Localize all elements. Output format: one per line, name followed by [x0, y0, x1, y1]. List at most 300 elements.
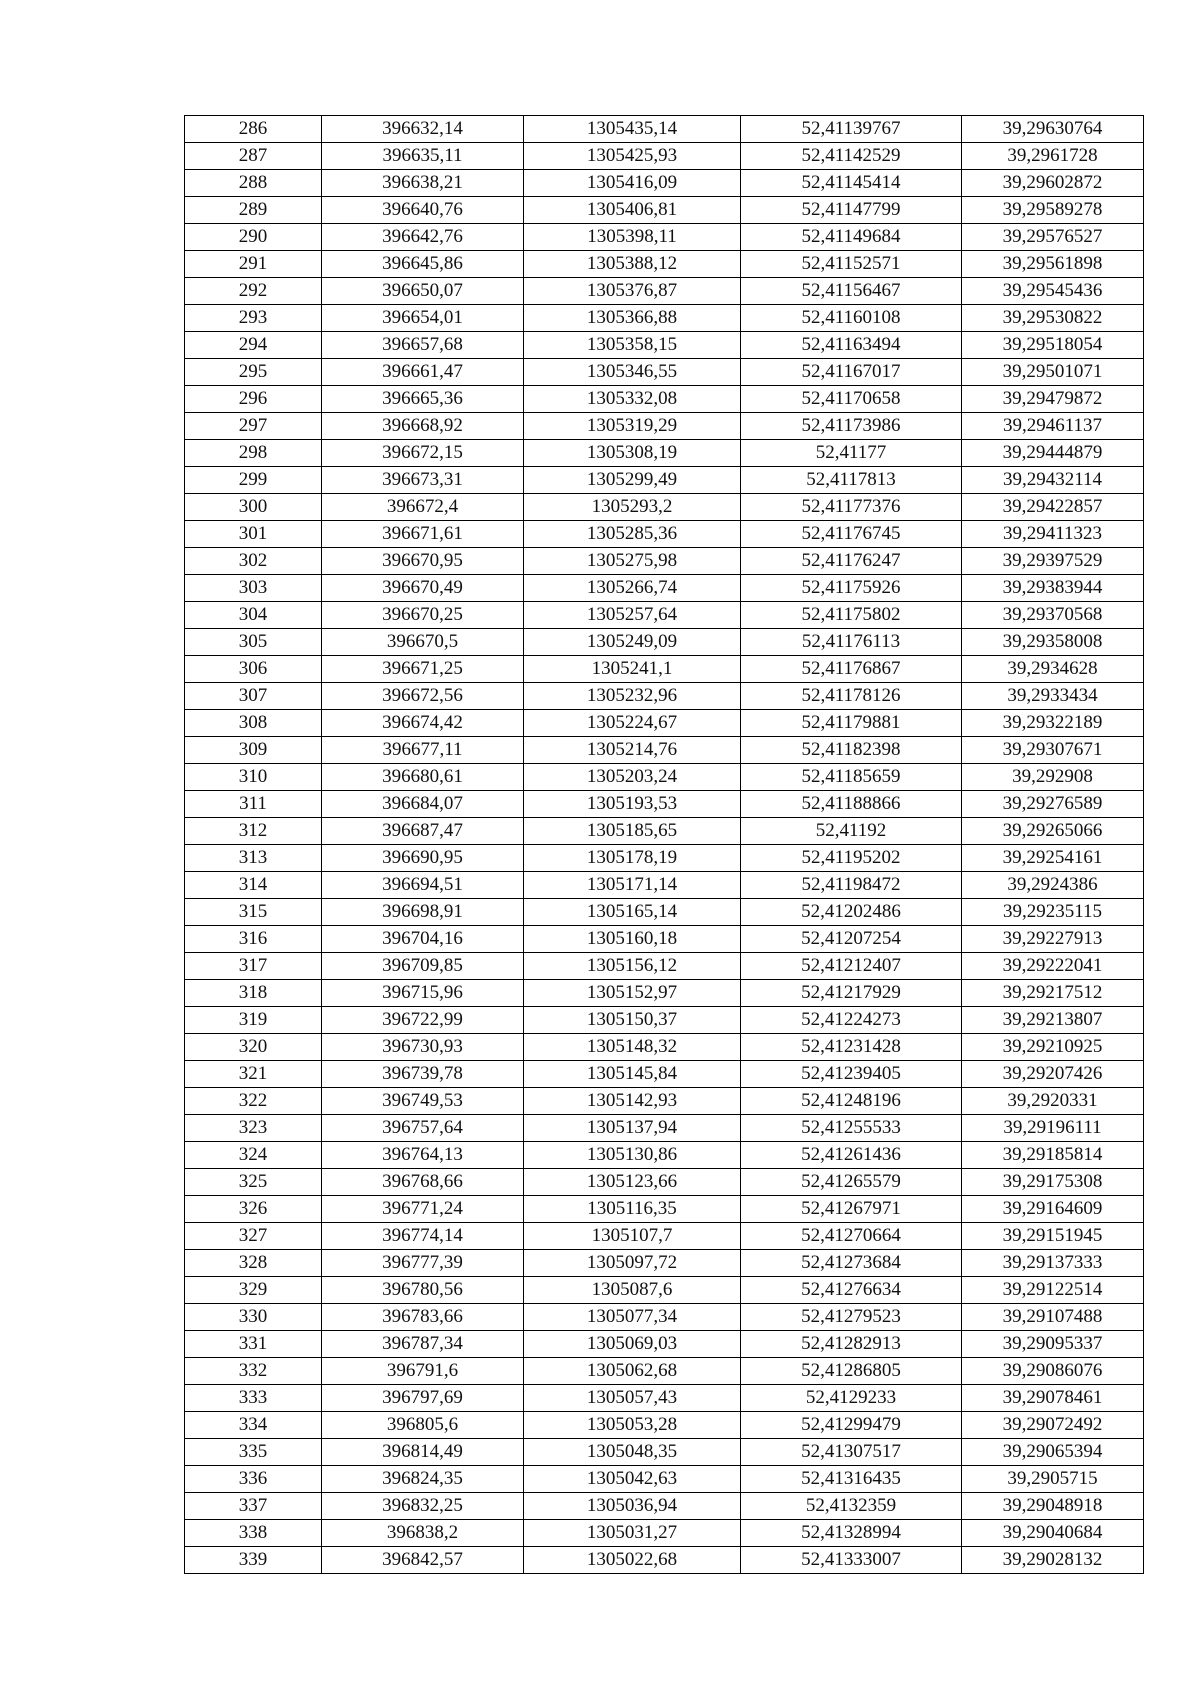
x-coordinate-cell: 396687,47 — [322, 818, 524, 845]
x-coordinate-cell: 396671,25 — [322, 656, 524, 683]
table-row — [185, 1331, 1144, 1358]
y-coordinate-cell: 1305022,68 — [524, 1547, 741, 1574]
x-coordinate-cell: 396661,47 — [322, 359, 524, 386]
point-number-cell: 333 — [185, 1385, 322, 1412]
x-coordinate-cell: 396672,15 — [322, 440, 524, 467]
point-number-cell: 314 — [185, 872, 322, 899]
point-number-cell: 331 — [185, 1331, 322, 1358]
point-number-cell: 324 — [185, 1142, 322, 1169]
x-coordinate-cell: 396814,49 — [322, 1439, 524, 1466]
latitude-cell: 52,41198472 — [741, 872, 962, 899]
longitude-cell: 39,29545436 — [962, 278, 1144, 305]
longitude-cell: 39,29151945 — [962, 1223, 1144, 1250]
latitude-cell: 52,41307517 — [741, 1439, 962, 1466]
x-coordinate-cell: 396677,11 — [322, 737, 524, 764]
table-row — [185, 305, 1144, 332]
table-row — [185, 1466, 1144, 1493]
point-number-cell: 300 — [185, 494, 322, 521]
point-number-cell: 339 — [185, 1547, 322, 1574]
y-coordinate-cell: 1305123,66 — [524, 1169, 741, 1196]
point-number-cell: 288 — [185, 170, 322, 197]
table-row — [185, 602, 1144, 629]
point-number-cell: 309 — [185, 737, 322, 764]
table-row — [185, 1304, 1144, 1331]
y-coordinate-cell: 1305069,03 — [524, 1331, 741, 1358]
y-coordinate-cell: 1305398,11 — [524, 224, 741, 251]
point-number-cell: 305 — [185, 629, 322, 656]
longitude-cell: 39,29589278 — [962, 197, 1144, 224]
x-coordinate-cell: 396842,57 — [322, 1547, 524, 1574]
longitude-cell: 39,29175308 — [962, 1169, 1144, 1196]
table-row — [185, 332, 1144, 359]
y-coordinate-cell: 1305358,15 — [524, 332, 741, 359]
y-coordinate-cell: 1305435,14 — [524, 116, 741, 143]
point-number-cell: 337 — [185, 1493, 322, 1520]
latitude-cell: 52,41167017 — [741, 359, 962, 386]
y-coordinate-cell: 1305319,29 — [524, 413, 741, 440]
latitude-cell: 52,4129233 — [741, 1385, 962, 1412]
x-coordinate-cell: 396640,76 — [322, 197, 524, 224]
latitude-cell: 52,41265579 — [741, 1169, 962, 1196]
latitude-cell: 52,41279523 — [741, 1304, 962, 1331]
x-coordinate-cell: 396645,86 — [322, 251, 524, 278]
point-number-cell: 308 — [185, 710, 322, 737]
longitude-cell: 39,29422857 — [962, 494, 1144, 521]
y-coordinate-cell: 1305376,87 — [524, 278, 741, 305]
x-coordinate-cell: 396805,6 — [322, 1412, 524, 1439]
longitude-cell: 39,29137333 — [962, 1250, 1144, 1277]
point-number-cell: 338 — [185, 1520, 322, 1547]
longitude-cell: 39,29411323 — [962, 521, 1144, 548]
latitude-cell: 52,41231428 — [741, 1034, 962, 1061]
latitude-cell: 52,41286805 — [741, 1358, 962, 1385]
latitude-cell: 52,41333007 — [741, 1547, 962, 1574]
point-number-cell: 336 — [185, 1466, 322, 1493]
latitude-cell: 52,41185659 — [741, 764, 962, 791]
latitude-cell: 52,41160108 — [741, 305, 962, 332]
point-number-cell: 312 — [185, 818, 322, 845]
y-coordinate-cell: 1305178,19 — [524, 845, 741, 872]
longitude-cell: 39,29479872 — [962, 386, 1144, 413]
longitude-cell: 39,29222041 — [962, 953, 1144, 980]
x-coordinate-cell: 396632,14 — [322, 116, 524, 143]
table-row — [185, 899, 1144, 926]
table-row — [185, 1142, 1144, 1169]
y-coordinate-cell: 1305241,1 — [524, 656, 741, 683]
latitude-cell: 52,41176745 — [741, 521, 962, 548]
point-number-cell: 329 — [185, 1277, 322, 1304]
longitude-cell: 39,29501071 — [962, 359, 1144, 386]
y-coordinate-cell: 1305232,96 — [524, 683, 741, 710]
latitude-cell: 52,41207254 — [741, 926, 962, 953]
table-row — [185, 1250, 1144, 1277]
y-coordinate-cell: 1305425,93 — [524, 143, 741, 170]
point-number-cell: 303 — [185, 575, 322, 602]
latitude-cell: 52,41192 — [741, 818, 962, 845]
table-row — [185, 953, 1144, 980]
latitude-cell: 52,41177 — [741, 440, 962, 467]
point-number-cell: 335 — [185, 1439, 322, 1466]
longitude-cell: 39,2920331 — [962, 1088, 1144, 1115]
longitude-cell: 39,29227913 — [962, 926, 1144, 953]
x-coordinate-cell: 396670,95 — [322, 548, 524, 575]
y-coordinate-cell: 1305293,2 — [524, 494, 741, 521]
latitude-cell: 52,41176867 — [741, 656, 962, 683]
latitude-cell: 52,41261436 — [741, 1142, 962, 1169]
y-coordinate-cell: 1305031,27 — [524, 1520, 741, 1547]
y-coordinate-cell: 1305107,7 — [524, 1223, 741, 1250]
x-coordinate-cell: 396684,07 — [322, 791, 524, 818]
latitude-cell: 52,41299479 — [741, 1412, 962, 1439]
latitude-cell: 52,41142529 — [741, 143, 962, 170]
longitude-cell: 39,2961728 — [962, 143, 1144, 170]
table-row — [185, 764, 1144, 791]
y-coordinate-cell: 1305148,32 — [524, 1034, 741, 1061]
latitude-cell: 52,41255533 — [741, 1115, 962, 1142]
longitude-cell: 39,29444879 — [962, 440, 1144, 467]
table-row — [185, 1493, 1144, 1520]
table-row — [185, 251, 1144, 278]
latitude-cell: 52,41156467 — [741, 278, 962, 305]
latitude-cell: 52,41188866 — [741, 791, 962, 818]
x-coordinate-cell: 396715,96 — [322, 980, 524, 1007]
latitude-cell: 52,41224273 — [741, 1007, 962, 1034]
y-coordinate-cell: 1305203,24 — [524, 764, 741, 791]
longitude-cell: 39,29040684 — [962, 1520, 1144, 1547]
longitude-cell: 39,29207426 — [962, 1061, 1144, 1088]
longitude-cell: 39,29235115 — [962, 899, 1144, 926]
coordinates-table-body — [185, 116, 1144, 1574]
x-coordinate-cell: 396670,5 — [322, 629, 524, 656]
longitude-cell: 39,2933434 — [962, 683, 1144, 710]
y-coordinate-cell: 1305137,94 — [524, 1115, 741, 1142]
latitude-cell: 52,41202486 — [741, 899, 962, 926]
point-number-cell: 298 — [185, 440, 322, 467]
point-number-cell: 310 — [185, 764, 322, 791]
table-row — [185, 386, 1144, 413]
table-row — [185, 116, 1144, 143]
longitude-cell: 39,29254161 — [962, 845, 1144, 872]
table-row — [185, 359, 1144, 386]
latitude-cell: 52,4117813 — [741, 467, 962, 494]
latitude-cell: 52,41239405 — [741, 1061, 962, 1088]
x-coordinate-cell: 396670,49 — [322, 575, 524, 602]
table-row — [185, 1520, 1144, 1547]
y-coordinate-cell: 1305308,19 — [524, 440, 741, 467]
y-coordinate-cell: 1305077,34 — [524, 1304, 741, 1331]
latitude-cell: 52,41176247 — [741, 548, 962, 575]
longitude-cell: 39,29383944 — [962, 575, 1144, 602]
point-number-cell: 302 — [185, 548, 322, 575]
y-coordinate-cell: 1305224,67 — [524, 710, 741, 737]
x-coordinate-cell: 396764,13 — [322, 1142, 524, 1169]
latitude-cell: 52,41316435 — [741, 1466, 962, 1493]
point-number-cell: 327 — [185, 1223, 322, 1250]
x-coordinate-cell: 396709,85 — [322, 953, 524, 980]
table-row — [185, 818, 1144, 845]
table-row — [185, 1061, 1144, 1088]
table-row — [185, 548, 1144, 575]
table-row — [185, 656, 1144, 683]
latitude-cell: 52,4132359 — [741, 1493, 962, 1520]
table-row — [185, 1277, 1144, 1304]
longitude-cell: 39,29530822 — [962, 305, 1144, 332]
point-number-cell: 321 — [185, 1061, 322, 1088]
point-number-cell: 326 — [185, 1196, 322, 1223]
longitude-cell: 39,29107488 — [962, 1304, 1144, 1331]
latitude-cell: 52,41267971 — [741, 1196, 962, 1223]
table-row — [185, 1412, 1144, 1439]
point-number-cell: 286 — [185, 116, 322, 143]
x-coordinate-cell: 396780,56 — [322, 1277, 524, 1304]
table-row — [185, 1439, 1144, 1466]
longitude-cell: 39,29265066 — [962, 818, 1144, 845]
x-coordinate-cell: 396665,36 — [322, 386, 524, 413]
longitude-cell: 39,29122514 — [962, 1277, 1144, 1304]
latitude-cell: 52,41270664 — [741, 1223, 962, 1250]
y-coordinate-cell: 1305036,94 — [524, 1493, 741, 1520]
y-coordinate-cell: 1305257,64 — [524, 602, 741, 629]
x-coordinate-cell: 396787,34 — [322, 1331, 524, 1358]
x-coordinate-cell: 396768,66 — [322, 1169, 524, 1196]
longitude-cell: 39,29276589 — [962, 791, 1144, 818]
latitude-cell: 52,41179881 — [741, 710, 962, 737]
y-coordinate-cell: 1305150,37 — [524, 1007, 741, 1034]
table-row — [185, 1169, 1144, 1196]
table-row — [185, 1088, 1144, 1115]
latitude-cell: 52,41145414 — [741, 170, 962, 197]
longitude-cell: 39,29630764 — [962, 116, 1144, 143]
latitude-cell: 52,41273684 — [741, 1250, 962, 1277]
point-number-cell: 323 — [185, 1115, 322, 1142]
y-coordinate-cell: 1305087,6 — [524, 1277, 741, 1304]
table-row — [185, 1034, 1144, 1061]
point-number-cell: 294 — [185, 332, 322, 359]
y-coordinate-cell: 1305299,49 — [524, 467, 741, 494]
y-coordinate-cell: 1305152,97 — [524, 980, 741, 1007]
x-coordinate-cell: 396824,35 — [322, 1466, 524, 1493]
latitude-cell: 52,41182398 — [741, 737, 962, 764]
x-coordinate-cell: 396838,2 — [322, 1520, 524, 1547]
x-coordinate-cell: 396650,07 — [322, 278, 524, 305]
point-number-cell: 306 — [185, 656, 322, 683]
x-coordinate-cell: 396774,14 — [322, 1223, 524, 1250]
latitude-cell: 52,41195202 — [741, 845, 962, 872]
y-coordinate-cell: 1305185,65 — [524, 818, 741, 845]
longitude-cell: 39,29164609 — [962, 1196, 1144, 1223]
table-row — [185, 143, 1144, 170]
x-coordinate-cell: 396638,21 — [322, 170, 524, 197]
y-coordinate-cell: 1305249,09 — [524, 629, 741, 656]
point-number-cell: 318 — [185, 980, 322, 1007]
longitude-cell: 39,29370568 — [962, 602, 1144, 629]
latitude-cell: 52,41178126 — [741, 683, 962, 710]
longitude-cell: 39,2934628 — [962, 656, 1144, 683]
y-coordinate-cell: 1305285,36 — [524, 521, 741, 548]
longitude-cell: 39,29185814 — [962, 1142, 1144, 1169]
longitude-cell: 39,292908 — [962, 764, 1144, 791]
longitude-cell: 39,29322189 — [962, 710, 1144, 737]
point-number-cell: 297 — [185, 413, 322, 440]
point-number-cell: 307 — [185, 683, 322, 710]
x-coordinate-cell: 396657,68 — [322, 332, 524, 359]
y-coordinate-cell: 1305042,63 — [524, 1466, 741, 1493]
point-number-cell: 313 — [185, 845, 322, 872]
x-coordinate-cell: 396722,99 — [322, 1007, 524, 1034]
latitude-cell: 52,41217929 — [741, 980, 962, 1007]
x-coordinate-cell: 396672,4 — [322, 494, 524, 521]
x-coordinate-cell: 396730,93 — [322, 1034, 524, 1061]
table-row — [185, 1223, 1144, 1250]
y-coordinate-cell: 1305160,18 — [524, 926, 741, 953]
latitude-cell: 52,41276634 — [741, 1277, 962, 1304]
y-coordinate-cell: 1305366,88 — [524, 305, 741, 332]
x-coordinate-cell: 396704,16 — [322, 926, 524, 953]
table-row — [185, 926, 1144, 953]
point-number-cell: 301 — [185, 521, 322, 548]
latitude-cell: 52,41248196 — [741, 1088, 962, 1115]
longitude-cell: 39,29210925 — [962, 1034, 1144, 1061]
y-coordinate-cell: 1305145,84 — [524, 1061, 741, 1088]
x-coordinate-cell: 396672,56 — [322, 683, 524, 710]
y-coordinate-cell: 1305171,14 — [524, 872, 741, 899]
latitude-cell: 52,41176113 — [741, 629, 962, 656]
x-coordinate-cell: 396674,42 — [322, 710, 524, 737]
point-number-cell: 311 — [185, 791, 322, 818]
latitude-cell: 52,41175802 — [741, 602, 962, 629]
longitude-cell: 39,29028132 — [962, 1547, 1144, 1574]
point-number-cell: 320 — [185, 1034, 322, 1061]
latitude-cell: 52,41328994 — [741, 1520, 962, 1547]
latitude-cell: 52,41149684 — [741, 224, 962, 251]
y-coordinate-cell: 1305053,28 — [524, 1412, 741, 1439]
table-row — [185, 1196, 1144, 1223]
point-number-cell: 332 — [185, 1358, 322, 1385]
table-row — [185, 1358, 1144, 1385]
y-coordinate-cell: 1305388,12 — [524, 251, 741, 278]
y-coordinate-cell: 1305275,98 — [524, 548, 741, 575]
longitude-cell: 39,29095337 — [962, 1331, 1144, 1358]
table-row — [185, 980, 1144, 1007]
longitude-cell: 39,29576527 — [962, 224, 1144, 251]
point-number-cell: 295 — [185, 359, 322, 386]
table-row — [185, 1385, 1144, 1412]
table-row — [185, 1547, 1144, 1574]
x-coordinate-cell: 396832,25 — [322, 1493, 524, 1520]
table-row — [185, 278, 1144, 305]
table-row — [185, 737, 1144, 764]
point-number-cell: 293 — [185, 305, 322, 332]
x-coordinate-cell: 396771,24 — [322, 1196, 524, 1223]
latitude-cell: 52,41163494 — [741, 332, 962, 359]
y-coordinate-cell: 1305416,09 — [524, 170, 741, 197]
longitude-cell: 39,29561898 — [962, 251, 1144, 278]
point-number-cell: 322 — [185, 1088, 322, 1115]
y-coordinate-cell: 1305165,14 — [524, 899, 741, 926]
point-number-cell: 334 — [185, 1412, 322, 1439]
point-number-cell: 291 — [185, 251, 322, 278]
latitude-cell: 52,41175926 — [741, 575, 962, 602]
point-number-cell: 287 — [185, 143, 322, 170]
x-coordinate-cell: 396783,66 — [322, 1304, 524, 1331]
x-coordinate-cell: 396668,92 — [322, 413, 524, 440]
table-row — [185, 575, 1144, 602]
latitude-cell: 52,41147799 — [741, 197, 962, 224]
y-coordinate-cell: 1305156,12 — [524, 953, 741, 980]
y-coordinate-cell: 1305062,68 — [524, 1358, 741, 1385]
y-coordinate-cell: 1305193,53 — [524, 791, 741, 818]
point-number-cell: 299 — [185, 467, 322, 494]
longitude-cell: 39,29078461 — [962, 1385, 1144, 1412]
table-row — [185, 791, 1144, 818]
latitude-cell: 52,41152571 — [741, 251, 962, 278]
longitude-cell: 39,29602872 — [962, 170, 1144, 197]
latitude-cell: 52,41173986 — [741, 413, 962, 440]
longitude-cell: 39,29072492 — [962, 1412, 1144, 1439]
y-coordinate-cell: 1305097,72 — [524, 1250, 741, 1277]
y-coordinate-cell: 1305130,86 — [524, 1142, 741, 1169]
longitude-cell: 39,29048918 — [962, 1493, 1144, 1520]
y-coordinate-cell: 1305406,81 — [524, 197, 741, 224]
point-number-cell: 304 — [185, 602, 322, 629]
point-number-cell: 328 — [185, 1250, 322, 1277]
table-row — [185, 494, 1144, 521]
point-number-cell: 289 — [185, 197, 322, 224]
point-number-cell: 296 — [185, 386, 322, 413]
latitude-cell: 52,41177376 — [741, 494, 962, 521]
table-row — [185, 224, 1144, 251]
y-coordinate-cell: 1305266,74 — [524, 575, 741, 602]
longitude-cell: 39,29307671 — [962, 737, 1144, 764]
x-coordinate-cell: 396680,61 — [322, 764, 524, 791]
longitude-cell: 39,29461137 — [962, 413, 1144, 440]
point-number-cell: 330 — [185, 1304, 322, 1331]
table-row — [185, 413, 1144, 440]
y-coordinate-cell: 1305116,35 — [524, 1196, 741, 1223]
x-coordinate-cell: 396791,6 — [322, 1358, 524, 1385]
x-coordinate-cell: 396797,69 — [322, 1385, 524, 1412]
y-coordinate-cell: 1305048,35 — [524, 1439, 741, 1466]
longitude-cell: 39,2924386 — [962, 872, 1144, 899]
x-coordinate-cell: 396757,64 — [322, 1115, 524, 1142]
table-row — [185, 1007, 1144, 1034]
x-coordinate-cell: 396670,25 — [322, 602, 524, 629]
table-row — [185, 197, 1144, 224]
x-coordinate-cell: 396654,01 — [322, 305, 524, 332]
longitude-cell: 39,29065394 — [962, 1439, 1144, 1466]
x-coordinate-cell: 396635,11 — [322, 143, 524, 170]
y-coordinate-cell: 1305057,43 — [524, 1385, 741, 1412]
point-number-cell: 319 — [185, 1007, 322, 1034]
x-coordinate-cell: 396690,95 — [322, 845, 524, 872]
latitude-cell: 52,41282913 — [741, 1331, 962, 1358]
latitude-cell: 52,41139767 — [741, 116, 962, 143]
table-row — [185, 710, 1144, 737]
x-coordinate-cell: 396694,51 — [322, 872, 524, 899]
longitude-cell: 39,29217512 — [962, 980, 1144, 1007]
point-number-cell: 292 — [185, 278, 322, 305]
x-coordinate-cell: 396749,53 — [322, 1088, 524, 1115]
longitude-cell: 39,29196111 — [962, 1115, 1144, 1142]
table-row — [185, 1115, 1144, 1142]
x-coordinate-cell: 396642,76 — [322, 224, 524, 251]
y-coordinate-cell: 1305142,93 — [524, 1088, 741, 1115]
x-coordinate-cell: 396777,39 — [322, 1250, 524, 1277]
longitude-cell: 39,29086076 — [962, 1358, 1144, 1385]
table-row — [185, 872, 1144, 899]
longitude-cell: 39,29397529 — [962, 548, 1144, 575]
point-number-cell: 317 — [185, 953, 322, 980]
